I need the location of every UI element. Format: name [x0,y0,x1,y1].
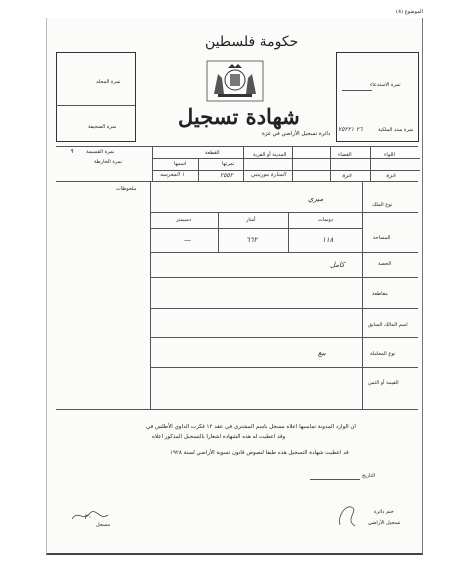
page-label: نمرة الصحيفة [88,124,117,130]
office-line: دائرة تسجيل الأراضي في غزة [262,131,331,137]
col-ares: أمتار [246,217,256,223]
v-num: ٢٥٥٢ [220,172,233,179]
v-dunum: ١١٨ [322,236,334,244]
share-value: كامل [330,261,345,269]
transaction-value: بيع [318,349,326,357]
h-block: القطعة [205,150,220,156]
share-label: الحصة [378,261,392,267]
footer-line1: ان الوارد المدونة تماسيها اعلاه مسجل باسم المشتري في عقد ١٢ فكرت الداوي الأطلس في [146,424,356,430]
h-town: المدينة أو القرية [253,152,287,158]
col-dirham: دسيمتر [176,217,192,223]
registrar-label: مسجل [96,522,111,528]
stamp-office2: تسجيل الأراضي [368,520,401,526]
volume-label: نمرة المجلد [96,79,121,85]
certificate-title: شهادة تسجيل [178,104,300,129]
v-parcel: ٩ [70,148,74,155]
owner-no-value: ٢٦ ٧٥٢٢١ [338,126,363,133]
h-num: نمرتها [222,161,235,167]
v-town: المنارة مورنيتي [251,172,286,178]
h-map: نمرة الخارطة [94,159,122,165]
h-parcel: نمرة القسيمة [86,149,115,155]
corner-label: الموضوع (4) [396,9,423,15]
value-label: القيمة أو الثمن [368,380,399,386]
government-title: حكومة فلسطين [205,34,299,50]
h-notes: ملحوظات [116,186,137,192]
footer-line2: وقد اعطيت له هذه الشهادة اشعارا بالتسجيل المذكور اعلاه [152,434,286,440]
h-district: اللواء [384,152,395,158]
type-label: نوع الملك [372,202,393,208]
v-ares: ٦٦٢ [246,236,258,244]
registrar-scribble-icon [70,505,110,527]
register-label: نمرة الاستدعاء [370,82,401,88]
registrar-signature: ٣٠ [84,513,92,521]
prev-owner-label: اسم المالك السابق [368,322,408,328]
col-dunum: دونمات [318,217,334,223]
transaction-label: نوع المعاملة [370,351,396,357]
signature-scribble-icon [335,500,360,530]
stamp-office: ختم دائرة [374,509,394,515]
owner-no-label: نمرة سند الملكية [378,127,414,133]
h-subdistrict: القضاء [338,152,352,158]
v-subdistrict: غزة [342,172,352,179]
area-label: المساحة [373,235,391,241]
bounds-label: مقاطعة [372,291,388,297]
type-value: ميري [308,195,324,203]
date-label: التاريخ [362,473,375,479]
v-name: ١ المعرسه [160,172,185,178]
footer-line3: قد اعطيت شهادة التسجيل هذه طبقا لنصوص قانون تسوية الأراضي لسنة ١٩٢٨ [170,450,349,456]
h-name: اسمها [174,161,187,167]
coat-of-arms-emblem [206,60,264,102]
v-dirham: — [184,236,191,244]
v-district: غزة [386,172,396,179]
